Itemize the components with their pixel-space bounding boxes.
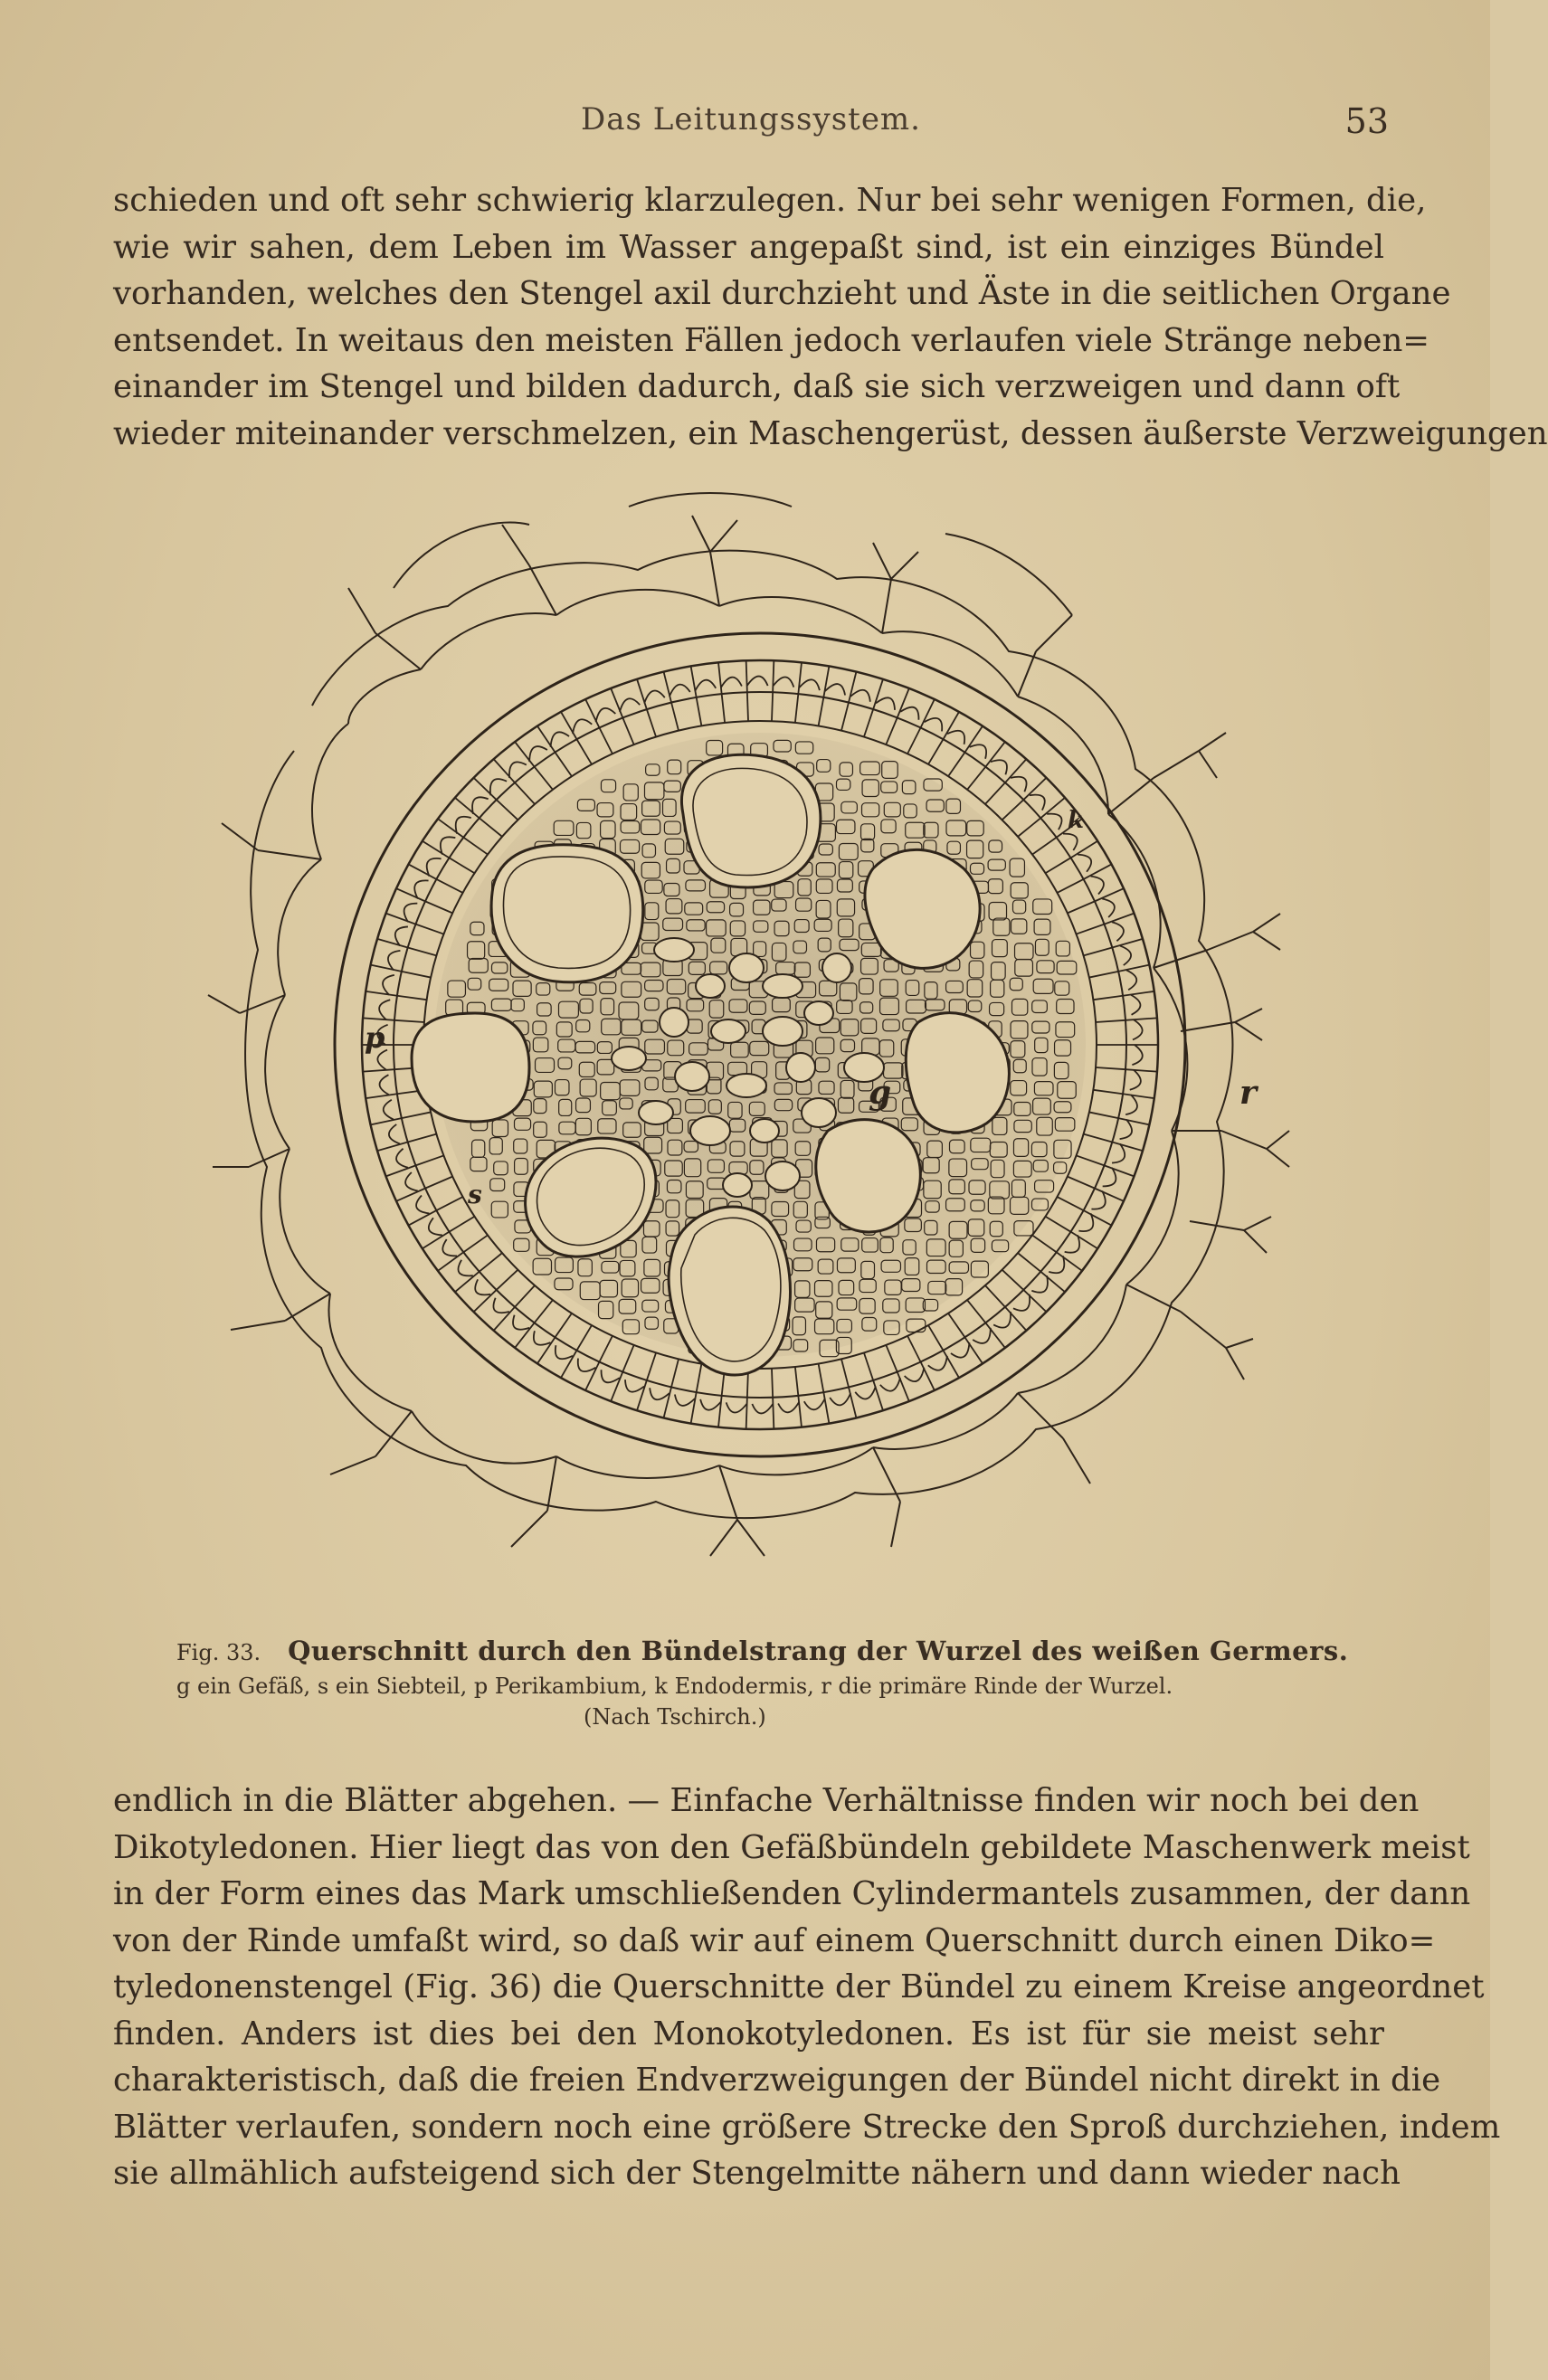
text-line: einander im Stengel und bilden dadurch, daß sie sich verzweigen und dann oft (113, 368, 1401, 405)
paragraph-bottom (113, 1778, 1501, 2197)
caption-source: (Nach Tschirch.) (584, 1704, 766, 1730)
text-line: tyledonenstengel (Fig. 36) die Querschnitte der Bündel zu einem Kreise angeordnet (113, 1968, 1485, 2005)
label-cortex: r (1239, 1074, 1257, 1112)
text-line: Blätter verlaufen, sondern noch eine größere Strecke den Sproß durchziehen, indem (113, 2108, 1501, 2146)
caption-legend: g ein Gefäß, s ein Siebteil, p Perikambium, k Endodermis, r die primäre Rinde der Wurzel. (176, 1674, 1173, 1699)
text-line: wie wir sahen, dem Leben im Wasser angepaßt sind, ist ein einziges Bündel (113, 228, 1384, 266)
cross-section-illustration (204, 479, 1298, 1628)
paragraph-top (113, 177, 1548, 457)
text-line: endlich in die Blätter abgehen. — Einfache Verhältnisse finden wir noch bei den (113, 1782, 1420, 1819)
text-line: von der Rinde umfaßt wird, so daß wir auf einem Querschnitt durch einen Diko= (113, 1921, 1436, 1959)
figure-caption (176, 1633, 1349, 1732)
running-head (113, 101, 1389, 147)
text-line: vorhanden, welches den Stengel axil durchzieht und Äste in die seitlichen Organe (113, 275, 1451, 312)
text-line: Dikotyledonen. Hier liegt das von den Gefäßbündeln gebildete Maschenwerk meist (113, 1828, 1470, 1866)
text-line: charakteristisch, daß die freien Endverzweigungen der Bündel nicht direkt in die (113, 2062, 1441, 2099)
running-title: Das Leitungssystem. (581, 101, 921, 137)
text-line: wieder miteinander verschmelzen, ein Maschengerüst, dessen äußerste Verzweigungen (113, 414, 1548, 452)
text-line: entsendet. In weitaus den meisten Fällen jedoch verlaufen viele Stränge neben= (113, 321, 1430, 359)
text-line: in der Form eines das Mark umschließenden Cylindermantels zusammen, der dann (113, 1875, 1471, 1912)
text-line: schieden und oft sehr schwierig klarzulegen. Nur bei sehr wenigen Formen, die, (113, 182, 1427, 219)
text-line: finden. Anders ist dies bei den Monokotyledonen. Es ist für sie meist sehr (113, 2015, 1384, 2053)
label-pericambium: p (365, 1020, 385, 1055)
page-number: 53 (1344, 101, 1389, 141)
root-cross-section-figure (204, 479, 1298, 1628)
label-vessel: g (869, 1074, 892, 1112)
label-sieve: s (468, 1180, 482, 1209)
caption-main-line (176, 1633, 1349, 1671)
caption-title: Querschnitt durch den Bündelstrang der Wurzel des weißen Germers. (288, 1636, 1349, 1666)
caption-label: Fig. 33. (176, 1640, 261, 1665)
text-line: sie allmählich aufsteigend sich der Stengelmitte nähern und dann wieder nach (113, 2155, 1401, 2192)
label-endodermis: k (1068, 807, 1085, 834)
